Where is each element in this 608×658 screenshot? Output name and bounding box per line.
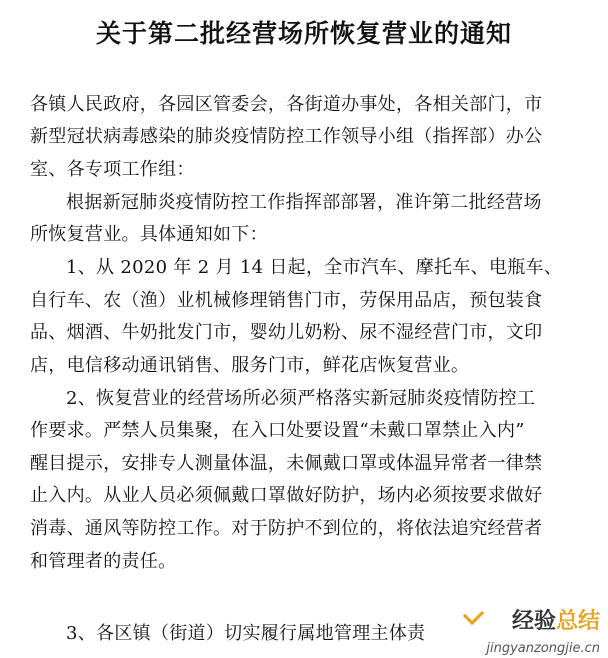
body-line: 所恢复营业。具体通知如下： bbox=[30, 224, 268, 245]
body-line: 室、各专项工作组： bbox=[30, 159, 195, 180]
body-line: 2、恢复营业的经营场所必须严格落实新冠肺炎疫情防控工 bbox=[66, 388, 536, 409]
watermark-brand-accent: 总结 bbox=[555, 609, 600, 634]
body-line: 3、各区镇（街道）切实履行属地管理主体责 bbox=[66, 623, 426, 644]
body-line: 止入内。从业人员必须佩戴口罩做好防护，场内必须按要求做好 bbox=[30, 485, 543, 506]
watermark bbox=[450, 604, 600, 656]
body-line: 作要求。严禁人员集聚，在入口处要设置“未戴口罩禁止入内” bbox=[30, 420, 525, 441]
body-line: 和管理者的责任。 bbox=[30, 551, 177, 572]
body-line: 品、烟酒、牛奶批发门市，婴幼儿奶粉、尿不湿经营门市，文印 bbox=[30, 322, 543, 343]
body-line: 各镇人民政府，各园区管委会，各街道办事处，各相关部门，市 bbox=[30, 94, 543, 115]
body-line: 自行车、农（渔）业机械修理销售门市，劳保用品店，预包装食 bbox=[30, 290, 543, 311]
page-title: 关于第二批经营场所恢复营业的通知 bbox=[95, 19, 512, 48]
body-line: 1、从 2020 年 2 月 14 日起，全市汽车、摩托车、电瓶车、 bbox=[66, 257, 563, 278]
watermark-brand bbox=[512, 604, 600, 635]
body-line: 醒目提示，安排专人测量体温，未佩戴口罩或体温异常者一律禁 bbox=[30, 453, 543, 474]
watermark-url: jingyanzongjie.cn bbox=[486, 641, 600, 656]
check-icon bbox=[463, 604, 484, 625]
body-line: 根据新冠肺炎疫情防控工作指挥部部署，准许第二批经营场 bbox=[66, 192, 542, 213]
body-line: 新型冠状病毒感染的肺炎疫情防控工作领导小组（指挥部）办公 bbox=[30, 126, 543, 147]
body-line: 消毒、通风等防控工作。对于防护不到位的，将依法追究经营者 bbox=[30, 518, 543, 539]
watermark-brand-main: 经验 bbox=[511, 609, 556, 634]
body-line: 店，电信移动通讯销售、服务门市，鲜花店恢复营业。 bbox=[30, 355, 470, 376]
